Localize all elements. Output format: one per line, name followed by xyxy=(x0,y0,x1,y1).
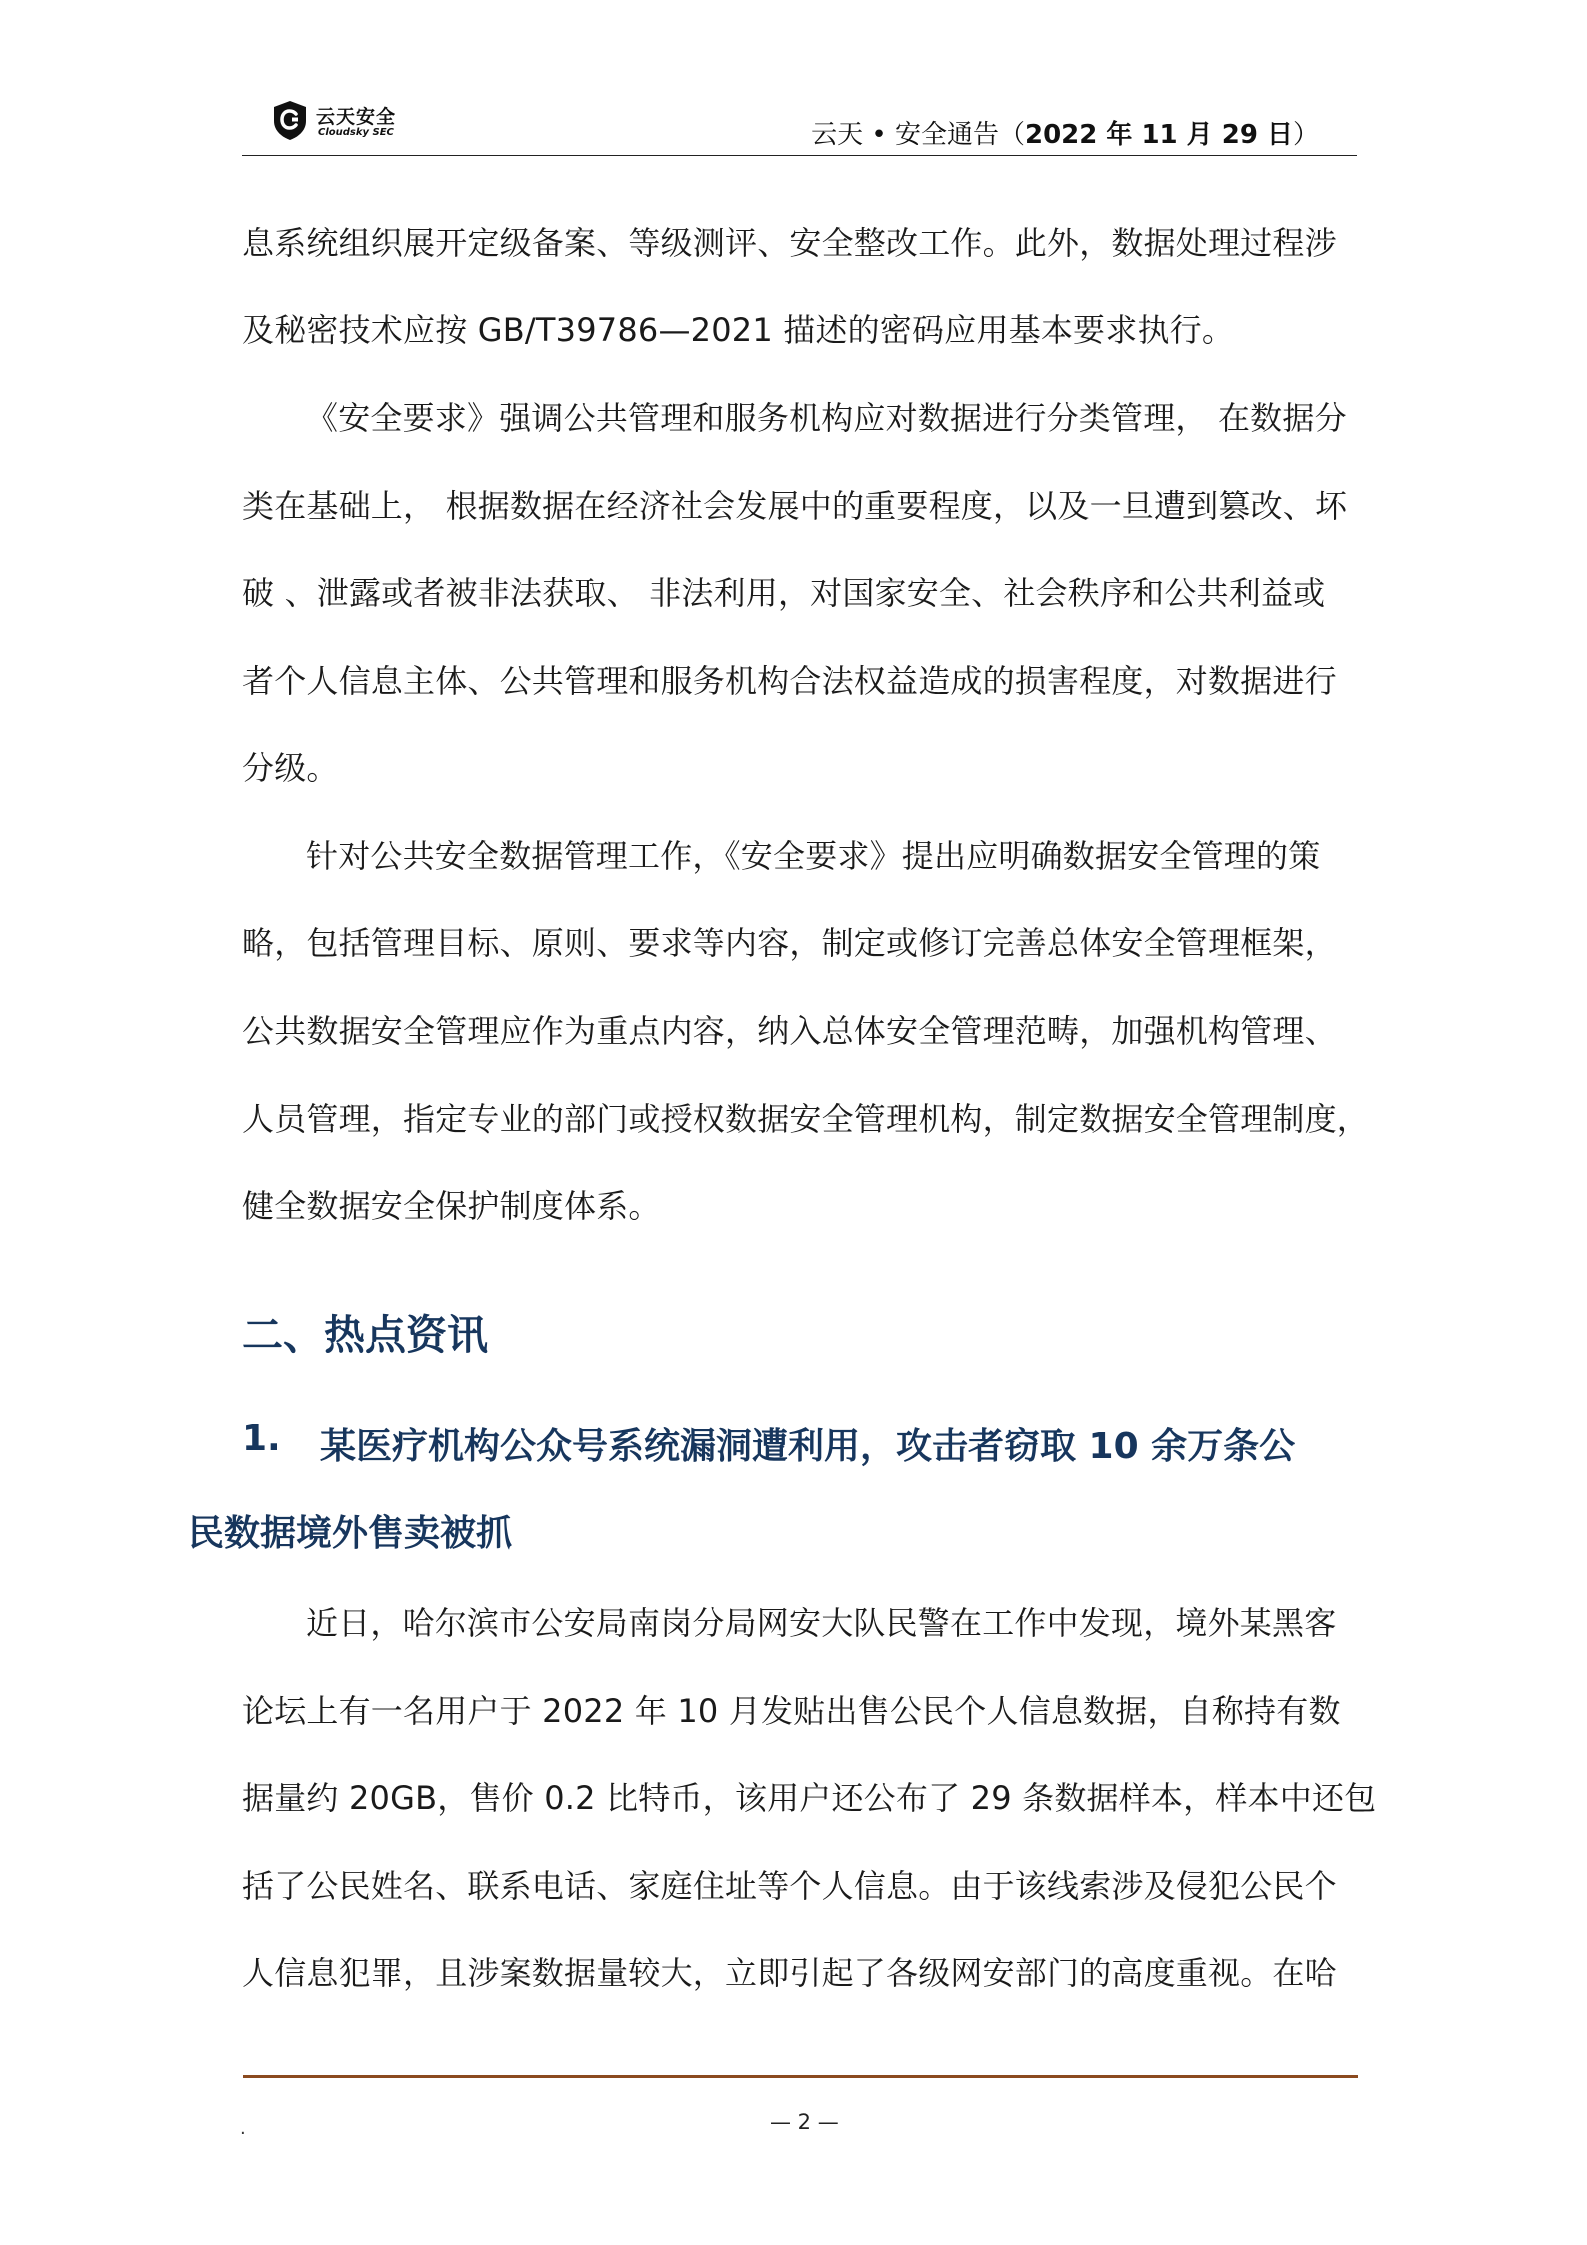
paragraph-line: 破 、泄露或者被非法获取、 非法利用，对国家安全、社会秩序和公共利益或 xyxy=(242,574,1326,612)
paragraph-line: 人员管理，指定专业的部门或授权数据安全管理机构，制定数据安全管理制度， xyxy=(242,1100,1370,1138)
paragraph-line: 针对公共安全数据管理工作，《安全要求》提出应明确数据安全管理的策 xyxy=(306,837,1321,875)
paragraph-line: 论坛上有一名用户于 2022 年 10 月发贴出售公民个人信息数据，自称持有数 xyxy=(242,1692,1341,1730)
page-header xyxy=(242,95,1357,156)
paragraph-line: 人信息犯罪，且涉案数据量较大，立即引起了各级网安部门的高度重视。在哈 xyxy=(242,1954,1337,1992)
paragraph-line: 括了公民姓名、联系电话、家庭住址等个人信息。由于该线索涉及侵犯公民个 xyxy=(242,1867,1337,1905)
logo-text-en: Cloudsky SEC xyxy=(318,127,394,138)
paragraph-line: 健全数据安全保护制度体系。 xyxy=(242,1187,661,1225)
paragraph-line: 公共数据安全管理应作为重点内容，纳入总体安全管理范畴，加强机构管理、 xyxy=(242,1012,1337,1050)
paragraph-line: 近日，哈尔滨市公安局南岗分局网安大队民警在工作中发现，境外某黑客 xyxy=(306,1604,1337,1642)
header-title-date: 2022 年 11 月 29 日 xyxy=(1024,120,1293,150)
paragraph-line: 者个人信息主体、公共管理和服务机构合法权益造成的损害程度，对数据进行 xyxy=(242,662,1337,700)
paragraph-line: 据量约 20GB，售价 0.2 比特币，该用户还公布了 29 条数据样本，样本中还包 xyxy=(242,1779,1377,1817)
header-title-suffix: ） xyxy=(1292,120,1319,150)
paragraph-line: 息系统组织展开定级备案、等级测评、安全整改工作。此外，数据处理过程涉 xyxy=(242,224,1337,262)
subsection-number: 1. xyxy=(242,1418,281,1459)
section-heading: 二、热点资讯 xyxy=(242,1311,488,1359)
subsection-heading-line: 民数据境外售卖被抓 xyxy=(188,1513,513,1554)
paragraph-line: 《安全要求》强调公共管理和服务机构应对数据进行分类管理， 在数据分 xyxy=(306,399,1347,437)
paragraph-line: 及秘密技术应按 GB/T39786—2021 描述的密码应用基本要求执行。 xyxy=(242,311,1235,349)
paragraph-line: 略，包括管理目标、原则、要求等内容，制定或修订完善总体安全管理框架， xyxy=(242,924,1337,962)
footer-dot: . xyxy=(240,2118,246,2139)
logo-text-cn: 云天安全 xyxy=(316,106,397,128)
header-title-prefix: 云天 • 安全通告（ xyxy=(811,120,1025,150)
page-number: — 2 — xyxy=(770,2110,839,2134)
footer-divider xyxy=(243,2075,1358,2078)
subsection-heading-line: 某医疗机构公众号系统漏洞遭利用，攻击者窃取 10 余万条公 xyxy=(320,1426,1296,1467)
paragraph-line: 分级。 xyxy=(242,749,339,787)
paragraph-line: 类在基础上， 根据数据在经济社会发展中的重要程度，以及一旦遭到篡改、坏 xyxy=(242,487,1348,525)
header-title xyxy=(811,114,1319,151)
cloudsky-shield-icon xyxy=(270,99,310,141)
